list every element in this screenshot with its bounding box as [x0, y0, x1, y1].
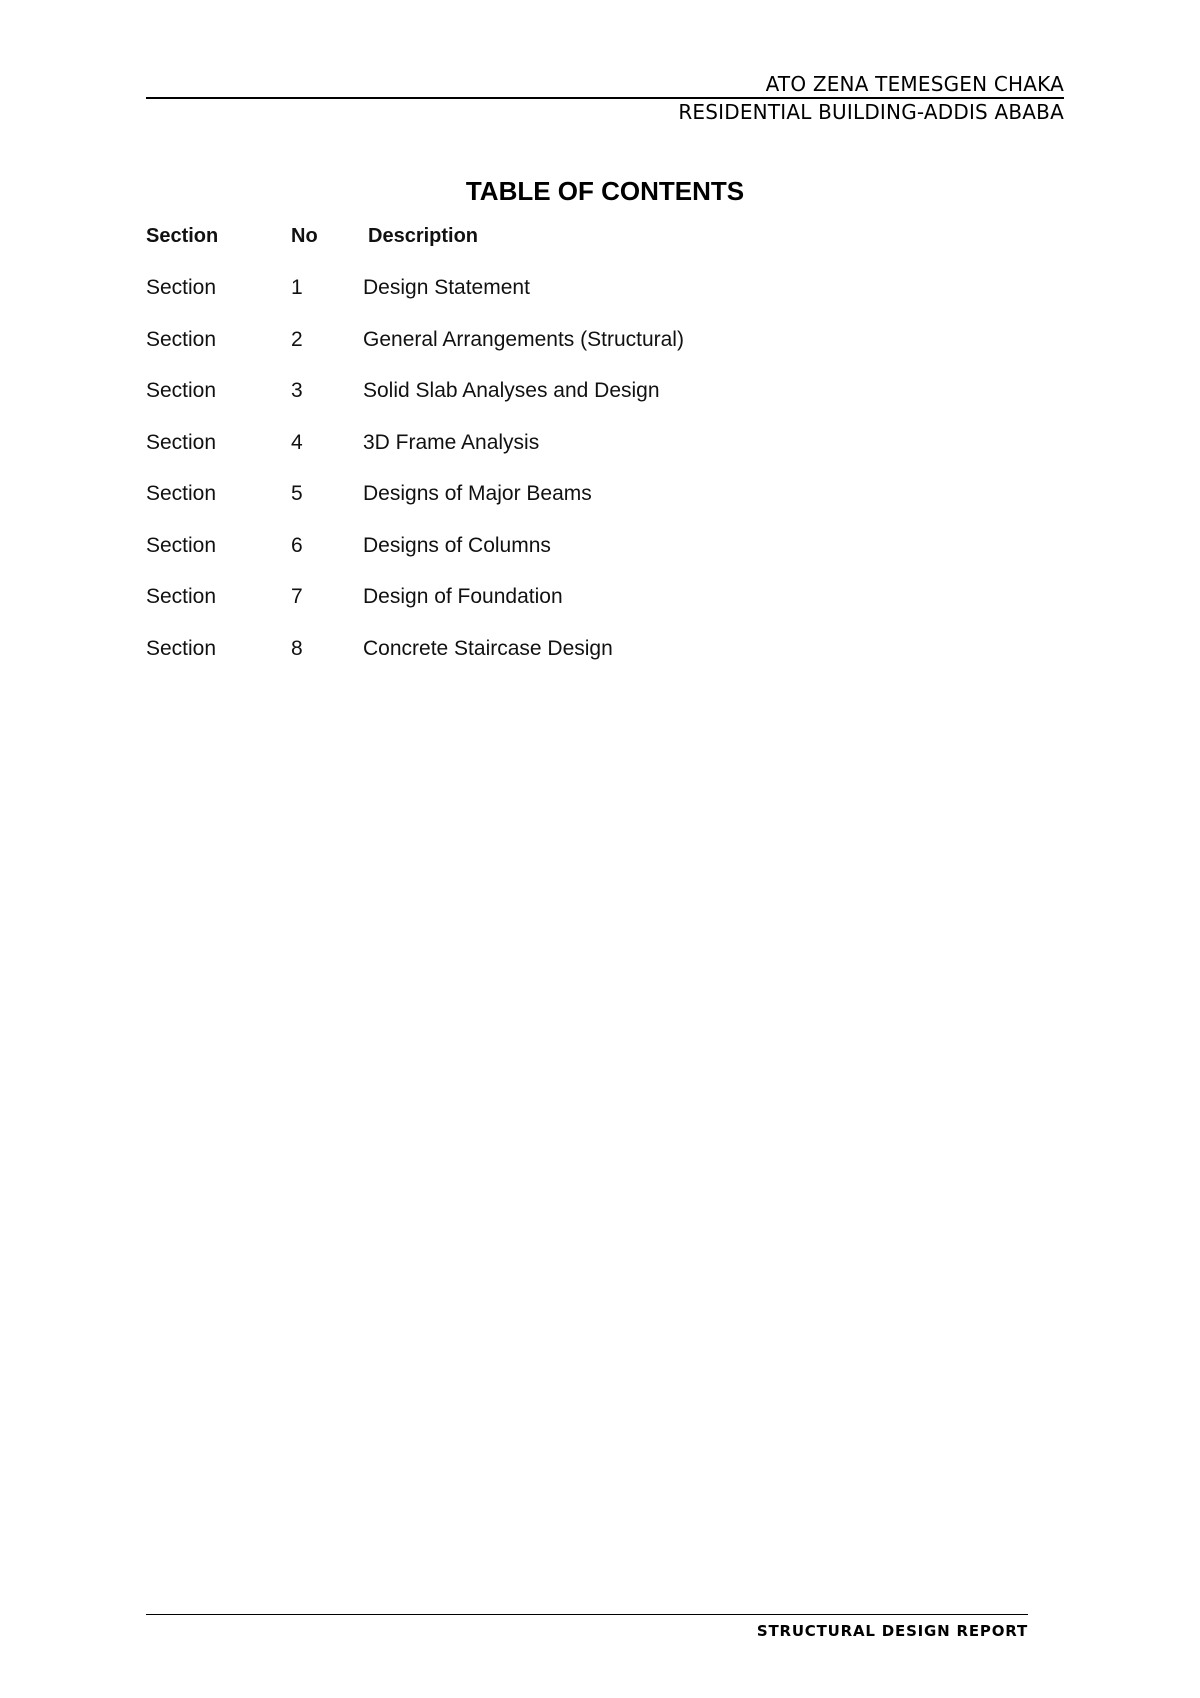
- toc-row-section: Section: [146, 533, 217, 557]
- toc-row-description: Design of Foundation: [363, 585, 563, 608]
- column-header-section: Section: [146, 225, 219, 247]
- toc-row-description: Designs of Columns: [363, 533, 551, 557]
- footer-divider: [146, 1614, 1028, 1615]
- toc-row-section: Section: [146, 430, 217, 454]
- toc-row: [146, 585, 1064, 637]
- toc-row-number: 4: [291, 430, 303, 454]
- toc-row-section: Section: [146, 276, 217, 299]
- toc-row-number: 6: [291, 533, 303, 557]
- toc-row-section: Section: [146, 585, 217, 608]
- toc-row: [146, 328, 1064, 380]
- toc-row: [146, 637, 1064, 689]
- client-name: ATO ZENA TEMESGEN CHAKA: [765, 72, 1064, 96]
- toc-row-description: General Arrangements (Structural): [363, 327, 684, 351]
- toc-row: [146, 482, 1064, 534]
- toc-row-description: Solid Slab Analyses and Design: [363, 379, 660, 402]
- toc-row: [146, 534, 1064, 586]
- column-header-description: Description: [368, 225, 479, 247]
- toc-row-number: 2: [291, 327, 303, 351]
- toc-row-description: 3D Frame Analysis: [363, 430, 540, 454]
- toc-row-number: 1: [291, 276, 303, 299]
- toc-row-section: Section: [146, 482, 217, 505]
- toc-row-number: 5: [291, 482, 303, 505]
- toc-row: [146, 379, 1064, 431]
- toc-header-row: [146, 225, 1064, 276]
- toc-row-section: Section: [146, 327, 217, 351]
- toc-title: TABLE OF CONTENTS: [465, 176, 745, 206]
- toc-table: [146, 225, 1064, 688]
- column-header-no: No: [291, 225, 318, 247]
- toc-row-number: 7: [291, 585, 303, 608]
- project-name: RESIDENTIAL BUILDING-ADDIS ABABA: [678, 100, 1064, 124]
- toc-row-description: Designs of Major Beams: [363, 482, 592, 505]
- toc-row: [146, 276, 1064, 328]
- toc-row: [146, 431, 1064, 483]
- toc-row-section: Section: [146, 636, 217, 660]
- toc-row-number: 3: [291, 379, 303, 402]
- toc-row-section: Section: [146, 379, 217, 402]
- toc-row-description: Concrete Staircase Design: [363, 636, 613, 660]
- toc-row-number: 8: [291, 636, 303, 660]
- header-divider: [146, 97, 1064, 99]
- toc-row-description: Design Statement: [363, 276, 530, 299]
- footer-title: STRUCTURAL DESIGN REPORT: [756, 1622, 1028, 1640]
